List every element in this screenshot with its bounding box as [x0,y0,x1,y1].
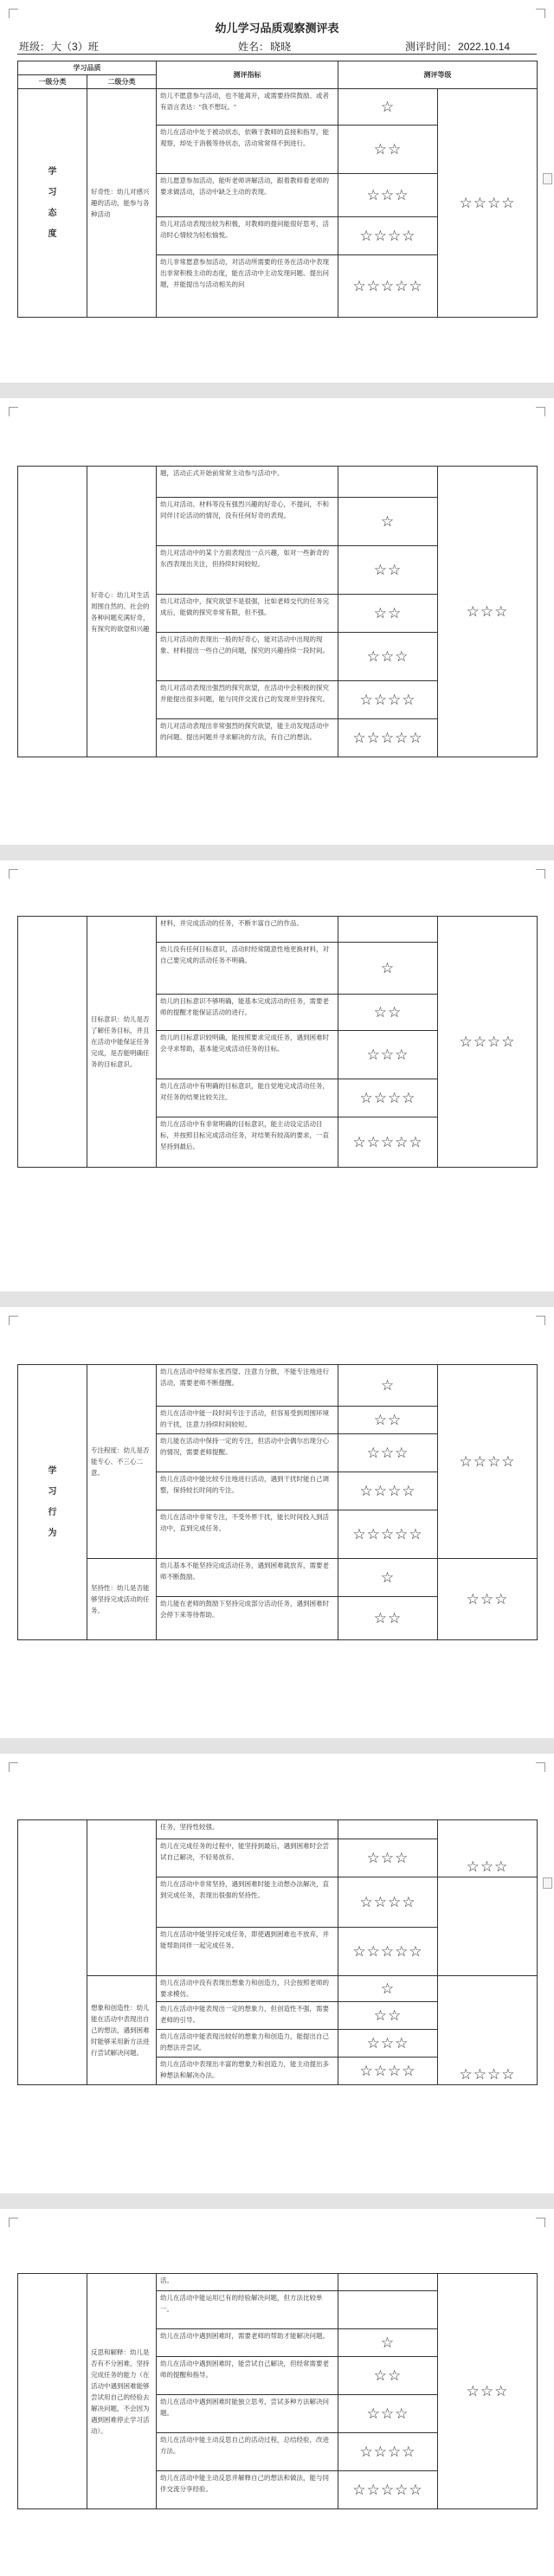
star-rating: ☆☆☆☆ [338,681,438,719]
star-rating: ☆☆ [338,546,438,595]
indicator: 活。 [157,2274,338,2291]
indicator: 题，活动正式开始前常常主动参与活动中。 [157,467,338,498]
assessment-table-p1 [17,61,538,318]
indicator: 幼儿在活动中能主动反思自己的活动过程，总结经验，改进方法。 [157,2433,338,2471]
sub-curiosity: 好奇性：幼儿对感兴趣的活动，能参与各种活动 [87,89,157,318]
header-l1: 一级分类 [18,75,87,89]
star-rating: ☆☆ [338,995,438,1031]
star-rating: ☆ [338,89,438,126]
indicator: 幼儿在活动中没有表现出想象力和创造力，只会按照老师的要求模仿。 [157,1976,338,2002]
result-rating: ☆☆☆ [438,1820,538,1877]
category-attitude: 学 习 态 度 [18,89,87,318]
header-dims: 学习品质 [18,61,157,75]
result-rating: ☆☆☆☆ [438,917,538,1168]
indicator: 幼儿能在老师的鼓励下坚持完成部分活动任务，遇到困难时会停下来等待帮助。 [157,1597,338,1640]
star-rating: ☆☆☆ [338,1839,438,1877]
star-rating: ☆☆☆ [338,1434,438,1472]
indicator: 幼儿对活动表现出强烈的探究欲望，在活动中会积极的探究并能提出很多问题，能与同伴交流自己的发现并坚持探究。 [157,681,338,719]
result-rating: ☆☆☆☆ [438,1976,538,2085]
date-field: 测评时间：2022.10.14 [405,41,511,53]
star-rating: ☆☆ [338,2002,438,2030]
indicator: 幼儿在活动中能比较专注地进行活动，遇到干扰时能自己调整，保持较长时间的专注。 [157,1472,338,1510]
indicator: 幼儿在活动中非常坚持，遇到困难时能主动想办法解决，直到完成任务，表现出很强的坚持性。 [157,1877,338,1928]
indicator: 幼儿没有任何目标意识，活动时经常随意性地更换材料，对自己要完成的活动任务不明确。 [157,943,338,995]
indicator: 幼儿在活动中遇到困难时，能尝试自己解决，但经常需要老师的提醒和指导。 [157,2357,338,2395]
assessment-table-p3 [17,916,538,1168]
star-rating: ☆☆☆ [338,1031,438,1079]
star-rating: ☆☆☆ [338,2030,438,2058]
indicator: 幼儿能在活动中保持一定的专注，但活动中会偶尔出现分心的情况，需要老师提醒。 [157,1434,338,1472]
star-rating: ☆☆☆ [338,633,438,681]
indicator: 幼儿在活动中非常专注，不受外界干扰，能长时间投入到活动中，直到完成任务。 [157,1510,338,1559]
document-page-2 [0,398,554,845]
class-field: 班级：大（3）班 [19,41,99,53]
star-rating: ☆☆☆ [338,2395,438,2433]
star-rating: ☆ [338,1365,438,1407]
assessment-table-p5 [17,1819,538,2085]
page-expand-handle[interactable] [543,173,552,184]
star-rating: ☆☆☆☆ [338,217,438,255]
indicator: 幼儿在活动中遇到困难时，需要老师的帮助才能解决问题。 [157,2329,338,2357]
assessment-table-p6 [17,2273,538,2509]
indicator: 幼儿在活动中能主动反思并解释自己的想法和做法，能与同伴交流分享经验。 [157,2471,338,2509]
star-rating: ☆☆ [338,1407,438,1434]
star-rating: ☆☆☆☆☆ [338,719,438,757]
header-indicator: 测评指标 [157,61,338,89]
assessment-table-p2 [17,466,538,757]
star-rating: ☆☆☆☆☆ [338,1117,438,1168]
indicator: 幼儿在活动中能坚持完成任务，即使遇到困难也不放弃，并能帮助同伴一起完成任务。 [157,1928,338,1976]
result-rating: ☆☆☆ [438,467,538,757]
indicator: 幼儿的目标意识不够明确，能基本完成活动的任务，需要老师的提醒才能保证活动的进行。 [157,995,338,1031]
indicator: 幼儿在活动中遇到困难时能独立思考，尝试多种方法解决问题。 [157,2395,338,2433]
star-rating: ☆☆☆☆ [338,1472,438,1510]
indicator: 幼儿在活动中经常东张西望、注意力分散，不能专注地进行活动，需要老师不断提醒。 [157,1365,338,1407]
sub-focus: 专注程度：幼儿是否能专心、不三心二意。 [87,1365,157,1559]
indicator: 幼儿在活动中能表现出一定的想象力，但创造性不强，需要老师的引导。 [157,2002,338,2030]
sub-interest: 好奇心：幼儿对生活周围自然的、社会的各种问题充满好奇，有探究的欲望和兴趣 [87,467,157,757]
document-page-1 [0,0,554,383]
indicator: 幼儿在活动中表现出丰富的想象力和创造力，能主动提出多种想法和解决办法。 [157,2058,338,2085]
star-rating: ☆☆ [338,595,438,633]
star-rating: ☆ [338,1976,438,2002]
indicator: 材料，并完成活动的任务，不断丰富自己的作品。 [157,917,338,943]
indicator: 幼儿非常愿意参加活动，对活动所需要的任务在活动中表现出非常积极主动的态度，能在活动中主动发现问题、提出问题，并能提出与活动相关的问 [157,255,338,318]
star-rating: ☆☆☆☆☆ [338,255,438,318]
assessment-table-p4 [17,1364,538,1640]
document-page-3 [0,860,554,1291]
header-rule [17,54,537,55]
result-rating: ☆☆☆ [438,1559,538,1640]
indicator: 幼儿对活动表现出较为积极，对教师的提问能很好思考，活动时心情较为轻松愉悦。 [157,217,338,255]
document-page-6 [0,2209,554,2576]
indicator: 幼儿的目标意识较明确，能按照要求完成任务，遇到困难时会寻求帮助，基本能完成活动任务的目标。 [157,1031,338,1079]
star-rating: ☆ [338,1559,438,1597]
star-rating: ☆☆ [338,1597,438,1640]
indicator: 幼儿对活动中，探究欲望不是很强，比如老师交代的任务完成后，能做的探究非常有限，但不强。 [157,595,338,633]
sub-problem: 反思和解释：幼儿是否有不分困难，坚持完成任务的能力（在活动中遇到困难能够尝试用自己的经验去解决问题，不会因为遇到困难停止学习活动）。 [87,2274,157,2509]
result-rating: ☆☆☆☆ [438,1365,538,1559]
indicator: 幼儿对活动表现出非常强烈的探究欲望，能主动发现活动中的问题、提出问题并寻求解决的方法，有自己的想法。 [157,719,338,757]
star-rating: ☆☆☆☆ [338,2433,438,2471]
indicator: 幼儿在活动中能表现出较好的想象力和创造力，能提出自己的想法并尝试。 [157,2030,338,2058]
star-rating: ☆☆☆☆ [338,1877,438,1928]
category-behavior: 学 习 行 为 [18,1365,87,1640]
star-rating: ☆ [338,2329,438,2357]
name-field: 姓名：晓晓 [238,41,292,53]
document-page-4 [0,1307,554,1738]
star-rating: ☆☆ [338,126,438,174]
indicator: 幼儿对活动、材料等没有强烈兴趣的好奇心，不提问，不和同伴讨论活动的情况，没有任何好奇的表现。 [157,498,338,546]
page-expand-handle[interactable] [543,1877,552,1889]
star-rating: ☆☆☆☆ [338,2058,438,2085]
indicator: 幼儿在活动中能运用已有的经验解决问题，但方法比较单一。 [157,2291,338,2329]
header-level: 测评等级 [338,61,538,89]
indicator: 幼儿基本不能坚持完成活动任务，遇到困难就放弃，需要老师不断鼓励。 [157,1559,338,1597]
header-l2: 二级分类 [87,75,157,89]
result-rating: ☆☆☆ [438,2274,538,2509]
star-rating: ☆☆☆☆ [338,1079,438,1117]
star-rating: ☆ [338,498,438,546]
indicator: 幼儿在活动中有非常明确的目标意识，能主动设定活动目标，并按照目标完成活动任务，对结果有较高的要求，一直坚持到最后。 [157,1117,338,1168]
indicator: 幼儿在活动中有明确的目标意识，能自觉地完成活动任务，对任务的结果比较关注。 [157,1079,338,1117]
indicator: 任务，坚持性较强。 [157,1820,338,1839]
indicator: 幼儿愿意参加活动，能听老师讲解活动，跟着教师看老师的要求做活动，活动中缺乏主动的表现。 [157,174,338,217]
indicator: 幼儿在完成任务的过程中，能坚持到最后，遇到困难时会尝试自己解决，不轻易放弃。 [157,1839,338,1877]
indicator: 幼儿在活动中能一段时间专注于活动，但容易受到周围环境的干扰，注意力持续时间较短。 [157,1407,338,1434]
sub-goal: 目标意识：幼儿是否了解任务目标，并且在活动中能保证任务完成，是否能明确任务的目标意识。 [87,917,157,1168]
indicator: 幼儿对活动的表现出一般的好奇心，能对活动中出现的现象、材料提出一些自己的问题，探究的兴趣持续一段时间。 [157,633,338,681]
result-rating: ☆☆☆☆ [438,89,538,318]
document-page-5 [0,1754,554,2193]
indicator: 幼儿在活动中处于被动状态，依赖于教师的直接和指导，能观察，却处于消极等待状态，活动常常得不到进行。 [157,126,338,174]
star-rating: ☆☆☆ [338,174,438,217]
star-rating: ☆☆☆☆☆ [338,1928,438,1976]
document-title: 幼儿学习品质观察测评表 [215,22,339,35]
star-rating: ☆ [338,943,438,995]
indicator: 幼儿不愿意参与活动，也不能离开，或需要持续鼓励、或者有语言表达："我不想玩。" [157,89,338,126]
star-rating: ☆☆☆☆☆ [338,2471,438,2509]
star-rating: ☆☆☆☆☆ [338,1510,438,1559]
sub-creative: 想象和创造性：幼儿能在活动中表现出自己的想法，遇到困难时能够采用新方法进行尝试解决问题。 [87,1976,157,2085]
sub-persist: 坚持性：幼儿是否能够坚持完成活动的任务。 [87,1559,157,1640]
indicator: 幼儿对活动中的某个方面表现出一点兴趣，如对一些新奇的东西表现出关注，但持续时间较短。 [157,546,338,595]
star-rating: ☆☆ [338,2357,438,2395]
